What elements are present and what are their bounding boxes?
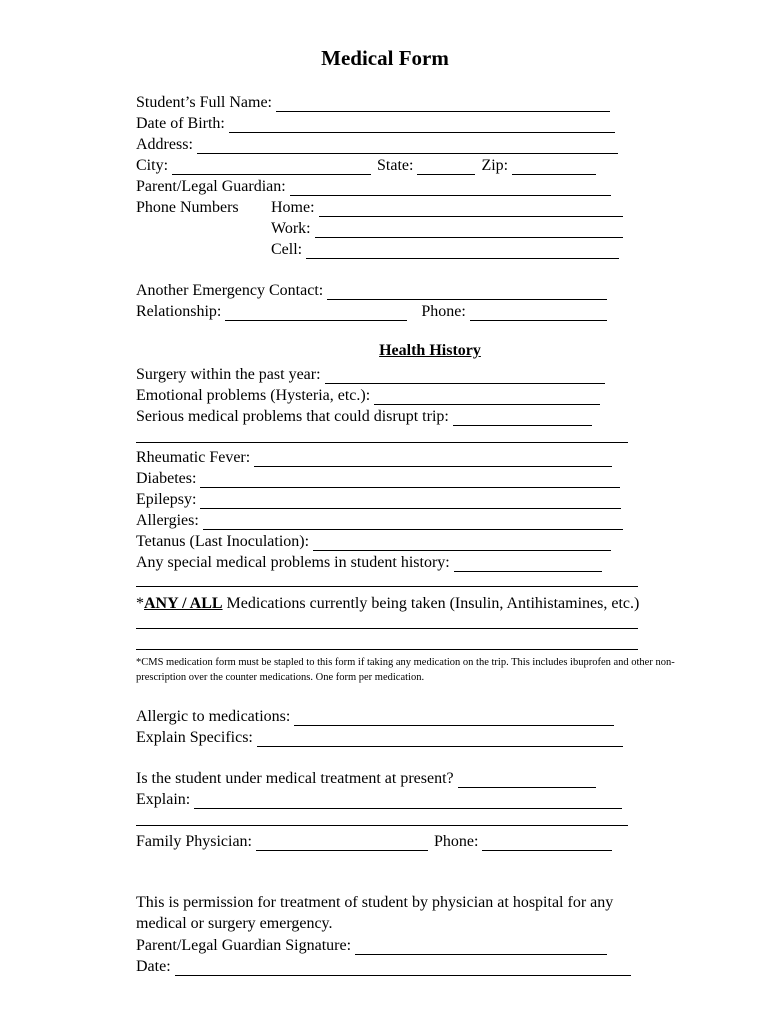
serious-field[interactable] [453,409,592,426]
allergies-label: Allergies: [136,512,199,529]
zip-label: Zip: [481,157,509,174]
address-field[interactable] [197,137,618,154]
diabetes-row [136,466,626,488]
emotional-field[interactable] [374,388,600,405]
medications-emphasis: ANY / ALL [144,595,223,612]
medications-row [136,591,639,613]
form-title: Medical Form [321,46,449,70]
signature-row [136,933,613,955]
explain-specifics-row [136,725,629,747]
medications-line-2[interactable] [136,649,638,650]
treatment-label: Is the student under medical treatment at present? [136,770,454,787]
emergency-contact-label: Another Emergency Contact: [136,282,324,299]
allergies-field[interactable] [203,513,623,530]
work-phone-field[interactable] [315,221,623,238]
serious-label: Serious medical problems that could disrupt trip: [136,408,449,425]
date-label: Date: [136,958,171,975]
epilepsy-label: Epilepsy: [136,491,197,508]
explain-label: Explain: [136,791,191,808]
home-phone-field[interactable] [319,200,623,217]
city-row [136,153,602,175]
explain-specifics-label: Explain Specifics: [136,729,253,746]
cell-label: Cell: [271,241,303,258]
student-name-label: Student’s Full Name: [136,94,272,111]
special-row [136,550,608,572]
medication-form-note: *CMS medication form must be stapled to this form if taking any medication on the trip. This includes ibuprofen and other non-prescription over the counter medications. One form per medication. [136,657,675,683]
tetanus-label: Tetanus (Last Inoculation): [136,533,310,550]
signature-field[interactable] [355,938,607,955]
diabetes-label: Diabetes: [136,470,197,487]
emotional-label: Emotional problems (Hysteria, etc.): [136,387,371,404]
guardian-field[interactable] [290,179,611,196]
emergency-phone-field[interactable] [470,304,607,321]
dob-field[interactable] [229,116,615,133]
home-label: Home: [271,199,315,216]
permission-statement: This is permission for treatment of student by physician at hospital for any medical or surgery emergency. [136,894,614,932]
allergic-meds-field[interactable] [294,709,614,726]
date-field[interactable] [175,959,631,976]
dob-label: Date of Birth: [136,115,225,132]
surgery-row [136,362,611,384]
work-label: Work: [271,220,311,237]
serious-extra-line[interactable] [136,442,628,443]
family-physician-field[interactable] [256,834,428,851]
explain-extra-line[interactable] [136,825,628,826]
rheumatic-row [136,445,618,467]
emergency-contact-row [136,278,613,300]
state-label: State: [377,157,414,174]
explain-specifics-field[interactable] [257,730,623,747]
emergency-contact-field[interactable] [327,283,607,300]
home-phone-row [136,195,629,217]
epilepsy-row [136,487,627,509]
allergic-meds-label: Allergic to medications: [136,708,291,725]
physician-phone-label: Phone: [434,833,479,850]
city-label: City: [136,157,169,174]
city-field[interactable] [172,158,371,175]
guardian-label: Parent/Legal Guardian: [136,178,286,195]
zip-field[interactable] [512,158,596,175]
date-row [136,954,637,976]
diabetes-field[interactable] [200,471,620,488]
tetanus-row [136,529,617,551]
treatment-row [136,766,602,788]
explain-row [136,787,628,809]
signature-label: Parent/Legal Guardian Signature: [136,937,352,954]
special-label: Any special medical problems in student history: [136,554,450,571]
epilepsy-field[interactable] [200,492,621,509]
allergic-meds-row [136,704,620,726]
treatment-field[interactable] [458,771,596,788]
cell-phone-field[interactable] [306,242,619,259]
tetanus-field[interactable] [313,534,611,551]
work-phone-row [136,216,629,238]
allergies-row [136,508,629,530]
family-physician-label: Family Physician: [136,833,252,850]
physician-phone-field[interactable] [482,834,612,851]
rheumatic-field[interactable] [254,450,612,467]
cell-phone-row [136,237,625,259]
relationship-label: Relationship: [136,303,222,320]
relationship-field[interactable] [225,304,407,321]
serious-row [136,404,598,426]
state-field[interactable] [417,158,475,175]
relationship-row [136,299,613,321]
guardian-row [136,174,617,196]
emotional-row [136,383,606,405]
surgery-label: Surgery within the past year: [136,366,321,383]
health-history-heading: Health History [379,342,481,359]
special-field[interactable] [454,555,602,572]
medications-prefix: * [136,595,144,612]
address-label: Address: [136,136,193,153]
student-name-field[interactable] [276,95,610,112]
special-extra-line[interactable] [136,586,638,587]
address-row [136,132,624,154]
medications-label: Medications currently being taken (Insulin, Antihistamines, etc.) [222,595,640,612]
rheumatic-label: Rheumatic Fever: [136,449,251,466]
phone-numbers-label: Phone Numbers [136,199,239,216]
emergency-phone-label: Phone: [421,303,466,320]
explain-field[interactable] [194,792,622,809]
surgery-field[interactable] [325,367,605,384]
student-name-row [136,90,616,112]
family-physician-row [136,829,618,851]
medications-line-1[interactable] [136,628,638,629]
dob-row [136,111,621,133]
